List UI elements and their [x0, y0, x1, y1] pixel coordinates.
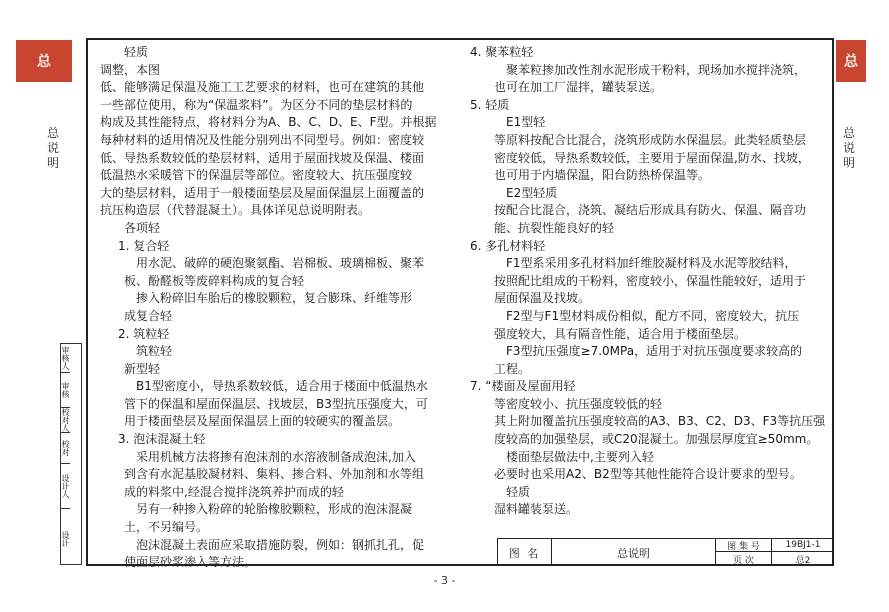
signature-cell: 校对: [61, 433, 70, 464]
text-line: B1型密度小，导热系数较低，适合用于楼面中低温热水: [136, 379, 428, 394]
text-line: 按照配比组成的干粉料，密度较小，保温性能较好，适用于: [494, 273, 807, 288]
text-line: 各项轻: [124, 220, 161, 235]
text-line: 大的垫层材料，适用于一般楼面垫层及屋面保温层上面覆盖的: [100, 185, 425, 200]
text-line: F2型与F1型材料成份相似，配方不同，密度较大，抗压: [506, 308, 800, 323]
text-line: 掺入粉碎旧车胎后的橡胶颗粒，复合膨珠、纤维等形: [136, 291, 413, 306]
text-line: 筑粒轻: [136, 344, 173, 359]
text-line: 也可用于内墙保温，阳台防热桥保温等。: [494, 168, 711, 183]
text-line: 密度较低，导热系数较低，主要用于屋面保温,防水、找坡，: [494, 150, 810, 165]
text-line: 按配合比混合，浇筑、凝结后形成具有防火、保温、隔音功: [494, 203, 807, 218]
set-number-value: 19BJ1-1: [772, 539, 834, 552]
text-line: 采用机械方法将掺有泡沫剂的水溶液制备成泡沫,加入: [136, 449, 416, 464]
text-line: 轻质: [506, 484, 531, 499]
text-line: 另有一种掺入粉碎的轮胎橡胶颗粒，形成的泡沫混凝: [136, 502, 413, 517]
text-line: 管下的保温和屋面保温层、找坡层，B3型抗压强度大，可: [124, 396, 428, 411]
page-label: 页 次: [716, 552, 772, 566]
left-text-column: [100, 44, 452, 572]
right-text-column: [470, 44, 826, 519]
text-line: 板、酚醛板等废碎料构成的复合轻: [124, 273, 305, 288]
text-line: 用于楼面垫层及屋面保温层上面的较硬实的覆盖层。: [124, 414, 401, 429]
text-line: 度较高的加强垫层，或C20混凝土。加强层厚度宜≥50mm。: [494, 432, 819, 447]
text-line: 用水泥、破碎的硬泡聚氨酯、岩棉板、玻璃棉板、聚苯: [136, 256, 425, 271]
text-line: 6. 多孔材料轻: [470, 238, 546, 253]
text-line: 构成及其性能特点，将材料分为A、B、C、D、E、F型。并根据: [100, 115, 437, 130]
text-line: 7. “楼面及屋面用轻: [470, 379, 576, 394]
text-line: 等密度较小、抗压强度较低的轻: [494, 396, 663, 411]
signature-cell: 设计人: [61, 464, 70, 509]
signature-cell: 审核人: [61, 344, 70, 373]
text-line: 低、导热系数较低的垫层材料，适用于屋面找坡及保温、楼面: [100, 150, 425, 165]
text-line: 5. 轻质: [470, 97, 510, 112]
text-line: 等原料按配合比混合，浇筑形成防水保温层。此类轻质垫层: [494, 132, 807, 147]
side-title-left: 总 说 明: [46, 126, 59, 170]
text-line: 3. 泡沫混凝土轻: [118, 432, 206, 447]
set-number-label: 图 集 号: [716, 539, 772, 552]
text-line: 新型轻: [124, 361, 161, 376]
text-line: 使面层砂浆渗入等方法。: [124, 555, 257, 570]
title-name-label: 图 名: [498, 539, 552, 566]
text-line: 工程。: [494, 361, 531, 376]
text-line: 4. 聚苯粒轻: [470, 45, 534, 59]
text-line: 能、抗裂性能良好的轻: [494, 220, 615, 235]
signature-cell: 审核: [61, 373, 70, 408]
section-tab-right: 总: [836, 40, 866, 82]
signature-strip: [60, 343, 82, 565]
text-line: 每种材料的适用情况及性能分别列出不同型号。例如：密度较: [100, 132, 425, 147]
text-line: 泡沫混凝土表面应采取措施防裂，例如：钢抓扎孔，促: [136, 537, 425, 552]
text-line: 轻质: [124, 45, 149, 59]
text-line: 也可在加工厂湿拌，罐装泵送。: [494, 80, 663, 95]
text-line: 屋面保温及找坡。: [494, 291, 591, 306]
title-name-value: 总说明: [552, 539, 716, 566]
section-tab-left: 总: [16, 40, 72, 82]
side-title-right: 总 说 明: [842, 126, 855, 170]
page-number: - 3 -: [433, 574, 456, 587]
text-line: 成复合轻: [124, 308, 173, 323]
title-block: [497, 538, 834, 566]
text-line: 聚苯粒掺加改性剂水泥形成干粉料，现场加水搅拌浇筑，: [506, 62, 807, 77]
text-line: 成的料浆中,经混合搅拌浇筑养护而成的轻: [124, 484, 344, 499]
text-line: 一些部位使用，称为“保温浆料”。为区分不同的垫层材料的: [100, 97, 413, 112]
text-line: F3型抗压强度≥7.0MPa，适用于对抗压强度要求较高的: [506, 344, 803, 359]
text-line: 2. 筑粒轻: [118, 326, 170, 341]
text-line: 到含有水泥基胶凝材料、集料、掺合料、外加剂和水等组: [124, 467, 425, 482]
text-line: E1型轻: [506, 115, 546, 130]
text-line: 低温热水采暖管下的保温层等部位。密度较大、抗压强度较: [100, 168, 413, 183]
text-line: 湿料罐装泵送。: [494, 502, 579, 517]
text-line: 必要时也采用A2、B2型等其他性能符合设计要求的型号。: [494, 467, 802, 482]
text-line: 土，不另编号。: [124, 520, 209, 535]
text-line: 楼面垫层做法中,主要列入轻: [506, 449, 654, 464]
text-line: 抗压构造层（代替混凝土）。具体详见总说明附表。: [100, 203, 371, 218]
text-line: 低、能够满足保温及施工工艺要求的材料，也可在建筑的其他: [100, 80, 425, 95]
text-line: 1. 复合轻: [118, 238, 170, 253]
signature-cell: 校对人: [61, 408, 70, 432]
text-line: 强度较大，具有隔音性能，适合用于楼面垫层。: [494, 326, 747, 341]
text-line: F1型系采用多孔材料加纤维胶凝材料及水泥等胶结料，: [506, 256, 797, 271]
page-value: 总2: [795, 555, 811, 566]
text-line: 调整，本图: [100, 62, 161, 77]
signature-cell: 设计: [61, 531, 70, 547]
text-line: 其上附加覆盖抗压强度较高的A3、B3、C2、D3、F3等抗压强: [494, 414, 826, 429]
text-line: E2型轻质: [506, 185, 558, 200]
